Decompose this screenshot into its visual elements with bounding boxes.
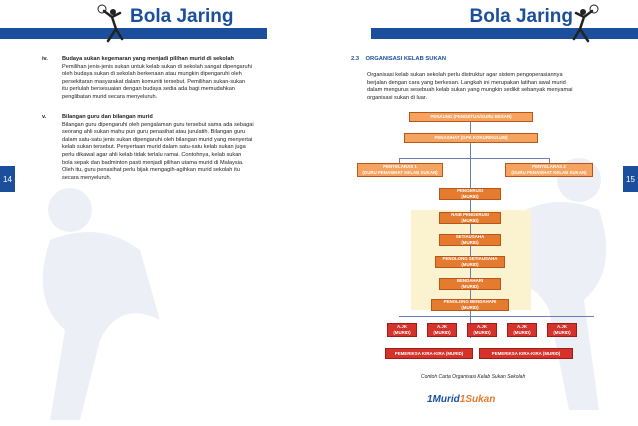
org-box-sublabel: (GURU PENASIHAT KELAB SUKAN) — [362, 170, 438, 175]
org-box-label: A.JK — [436, 324, 447, 330]
section-title: ORGANISASI KELAB SUKAN — [365, 56, 447, 62]
section-number: 2.3 — [351, 56, 360, 62]
org-box-sublabel: (MURID) — [433, 330, 451, 335]
org-box-ajk — [427, 323, 457, 337]
right-page — [319, 0, 638, 426]
org-box-label: PENYELARAS 1 — [383, 164, 417, 170]
org-box-label: A.JK — [516, 324, 527, 330]
logo-part-2: 1Sukan — [459, 394, 496, 405]
org-box-sublabel: (MURID) — [461, 218, 479, 223]
org-box-label: PENYELARAS 2 — [532, 164, 566, 170]
paragraph-line: secara menyeluruh. — [62, 174, 112, 181]
org-box-label: PENOLONG BENDAHARI — [443, 299, 497, 305]
section-number: iv. — [42, 56, 48, 62]
paragraph-line: seorang ahli sukan mahu pun guru penasihat atau jurulatih. Bilangan guru — [62, 129, 246, 136]
programme-logo — [427, 394, 495, 405]
paragraph-line: kelab sukan tersebut. Penyertaan murid dalam satu-satu kelab sukan juga — [62, 144, 246, 151]
org-box-sublabel: (MURID) — [513, 330, 531, 335]
paragraph-line: penglibatan murid secara menyeluruh. — [62, 93, 158, 100]
connector-line — [399, 158, 549, 159]
org-box-label: PENASIHAT (GPK KOKURIKULUM) — [434, 135, 508, 141]
org-box-penaung — [409, 112, 533, 122]
org-box-ajk — [387, 323, 417, 337]
org-box-sublabel: (MURID) — [461, 262, 479, 267]
section-v — [42, 114, 312, 182]
org-box-label: PENGERUSI — [457, 188, 483, 194]
org-box-label: PENAUNG (PENGETUA/GURU BESAR) — [430, 114, 512, 120]
section-heading: Bilangan guru dan bilangan murid — [62, 114, 153, 120]
paragraph-line: dalam mengurus sesebuah kelab sukan yang mungkin sedikit sebanyak menyamai — [367, 87, 573, 94]
netball-player-icon — [96, 3, 126, 43]
paragraph-line: Organisasi kelab sukan sekolah perlu distruktur agar sistem pengoperasiannya — [367, 72, 563, 78]
org-box-pemeriksa-1 — [385, 348, 473, 359]
org-box-label: A.JK — [396, 324, 407, 330]
page-title: Bola Jaring — [469, 6, 573, 27]
org-box-sublabel: (MURID) — [461, 284, 479, 289]
org-box-ajk — [467, 323, 497, 337]
page-title: Bola Jaring — [130, 6, 234, 27]
org-box-sublabel: (GURU PENASIHAT KELAB SUKAN) — [511, 170, 587, 175]
paragraph-line: Pemilihan jenis-jenis sukan untuk kelab sukan di sekolah sangat dipengaruhi — [62, 63, 252, 70]
paragraph-line: dalam satu-satu jenis sukan dipengaruhi oleh bilangan murid yang menyertai — [62, 136, 253, 143]
section-heading: Budaya sukan kegemaran yang menjadi pilihan murid di sekolah — [62, 56, 234, 62]
org-box-label: BENDAHARI — [456, 278, 484, 284]
org-box-setiausaha — [439, 234, 501, 246]
org-box-sublabel: (MURID) — [461, 305, 479, 310]
paragraph-line: bola sepak dan badminton pasti menjadi pilihan utama murid di Malaysia. — [62, 159, 244, 166]
logo-part-1: 1Murid — [427, 394, 460, 405]
org-box-sublabel: (MURID) — [473, 330, 491, 335]
paragraph-line: perlu dikawal agar ahli kelab tidak terlalu ramai. Contohnya, kelab sukan — [62, 151, 242, 158]
paragraph-line: oleh budaya sukan di sekolah berkenaan atau mungkin dipengaruhi oleh — [62, 71, 242, 78]
section-heading — [351, 56, 446, 62]
paragraph-line: organisasi sukan di luar. — [367, 94, 428, 101]
page-number: 15 — [623, 166, 638, 192]
org-box-sublabel: (MURID) — [461, 240, 479, 245]
org-box-label: PEMERIKSA KIRA-KIRA (MURID) — [491, 350, 561, 356]
paragraph-line: Bilangan guru dipengaruhi oleh pengalaman guru tersebut sama ada sebagai — [62, 121, 254, 128]
org-box-label: PENOLONG SETIAUSAHA — [442, 256, 498, 262]
org-box-label: A.JK — [476, 324, 487, 330]
org-box-label: PEMERIKSA KIRA-KIRA (MURID) — [394, 350, 464, 356]
org-box-penolong-setiausaha — [435, 256, 505, 268]
paragraph-line: berjalan dengan cara yang berkesan. Langkah ini merupakan latihan awal murid — [367, 79, 566, 86]
paragraph-line: itu perlulah bersesuaian dengan budaya sedia ada bagi memudahkan — [62, 86, 235, 93]
chart-caption: Contoh Carta Organisasi Kelab Sukan Sekolah — [421, 374, 526, 380]
org-box-bendahari — [439, 278, 501, 290]
org-box-label: A.JK — [556, 324, 567, 330]
org-box-ajk — [507, 323, 537, 337]
org-box-sublabel: (MURID) — [461, 194, 479, 199]
section-iv — [42, 56, 312, 102]
connector-line — [399, 316, 594, 317]
org-box-pemeriksa-2 — [479, 348, 573, 359]
org-box-label: SETIAUSAHA — [455, 234, 485, 240]
paragraph-line: Oleh itu, guru penasihat perlu bijak mengagih-agihkan murid sekolah itu — [62, 167, 240, 174]
org-box-label: NAIB PENGERUSI — [451, 212, 489, 218]
org-box-penasihat — [404, 133, 538, 143]
watermark-player-icon — [10, 180, 180, 420]
org-box-sublabel: (MURID) — [553, 330, 571, 335]
org-box-ajk — [547, 323, 577, 337]
netball-player-icon — [570, 3, 600, 43]
org-box-penolong-bendahari — [431, 299, 509, 311]
section-number: v. — [42, 114, 47, 120]
org-box-penyelaras-1 — [357, 163, 443, 177]
org-box-naib-pengerusi — [439, 212, 501, 224]
org-box-pengerusi — [439, 188, 501, 200]
section-paragraph — [367, 72, 627, 102]
page-number: 14 — [0, 166, 15, 192]
org-box-penyelaras-2 — [505, 163, 593, 177]
org-box-sublabel: (MURID) — [393, 330, 411, 335]
paragraph-line: persekitaran masyarakat dalam komuniti tersebut. Pemilihan sukan-sukan — [62, 78, 246, 85]
header-bar — [0, 28, 267, 39]
